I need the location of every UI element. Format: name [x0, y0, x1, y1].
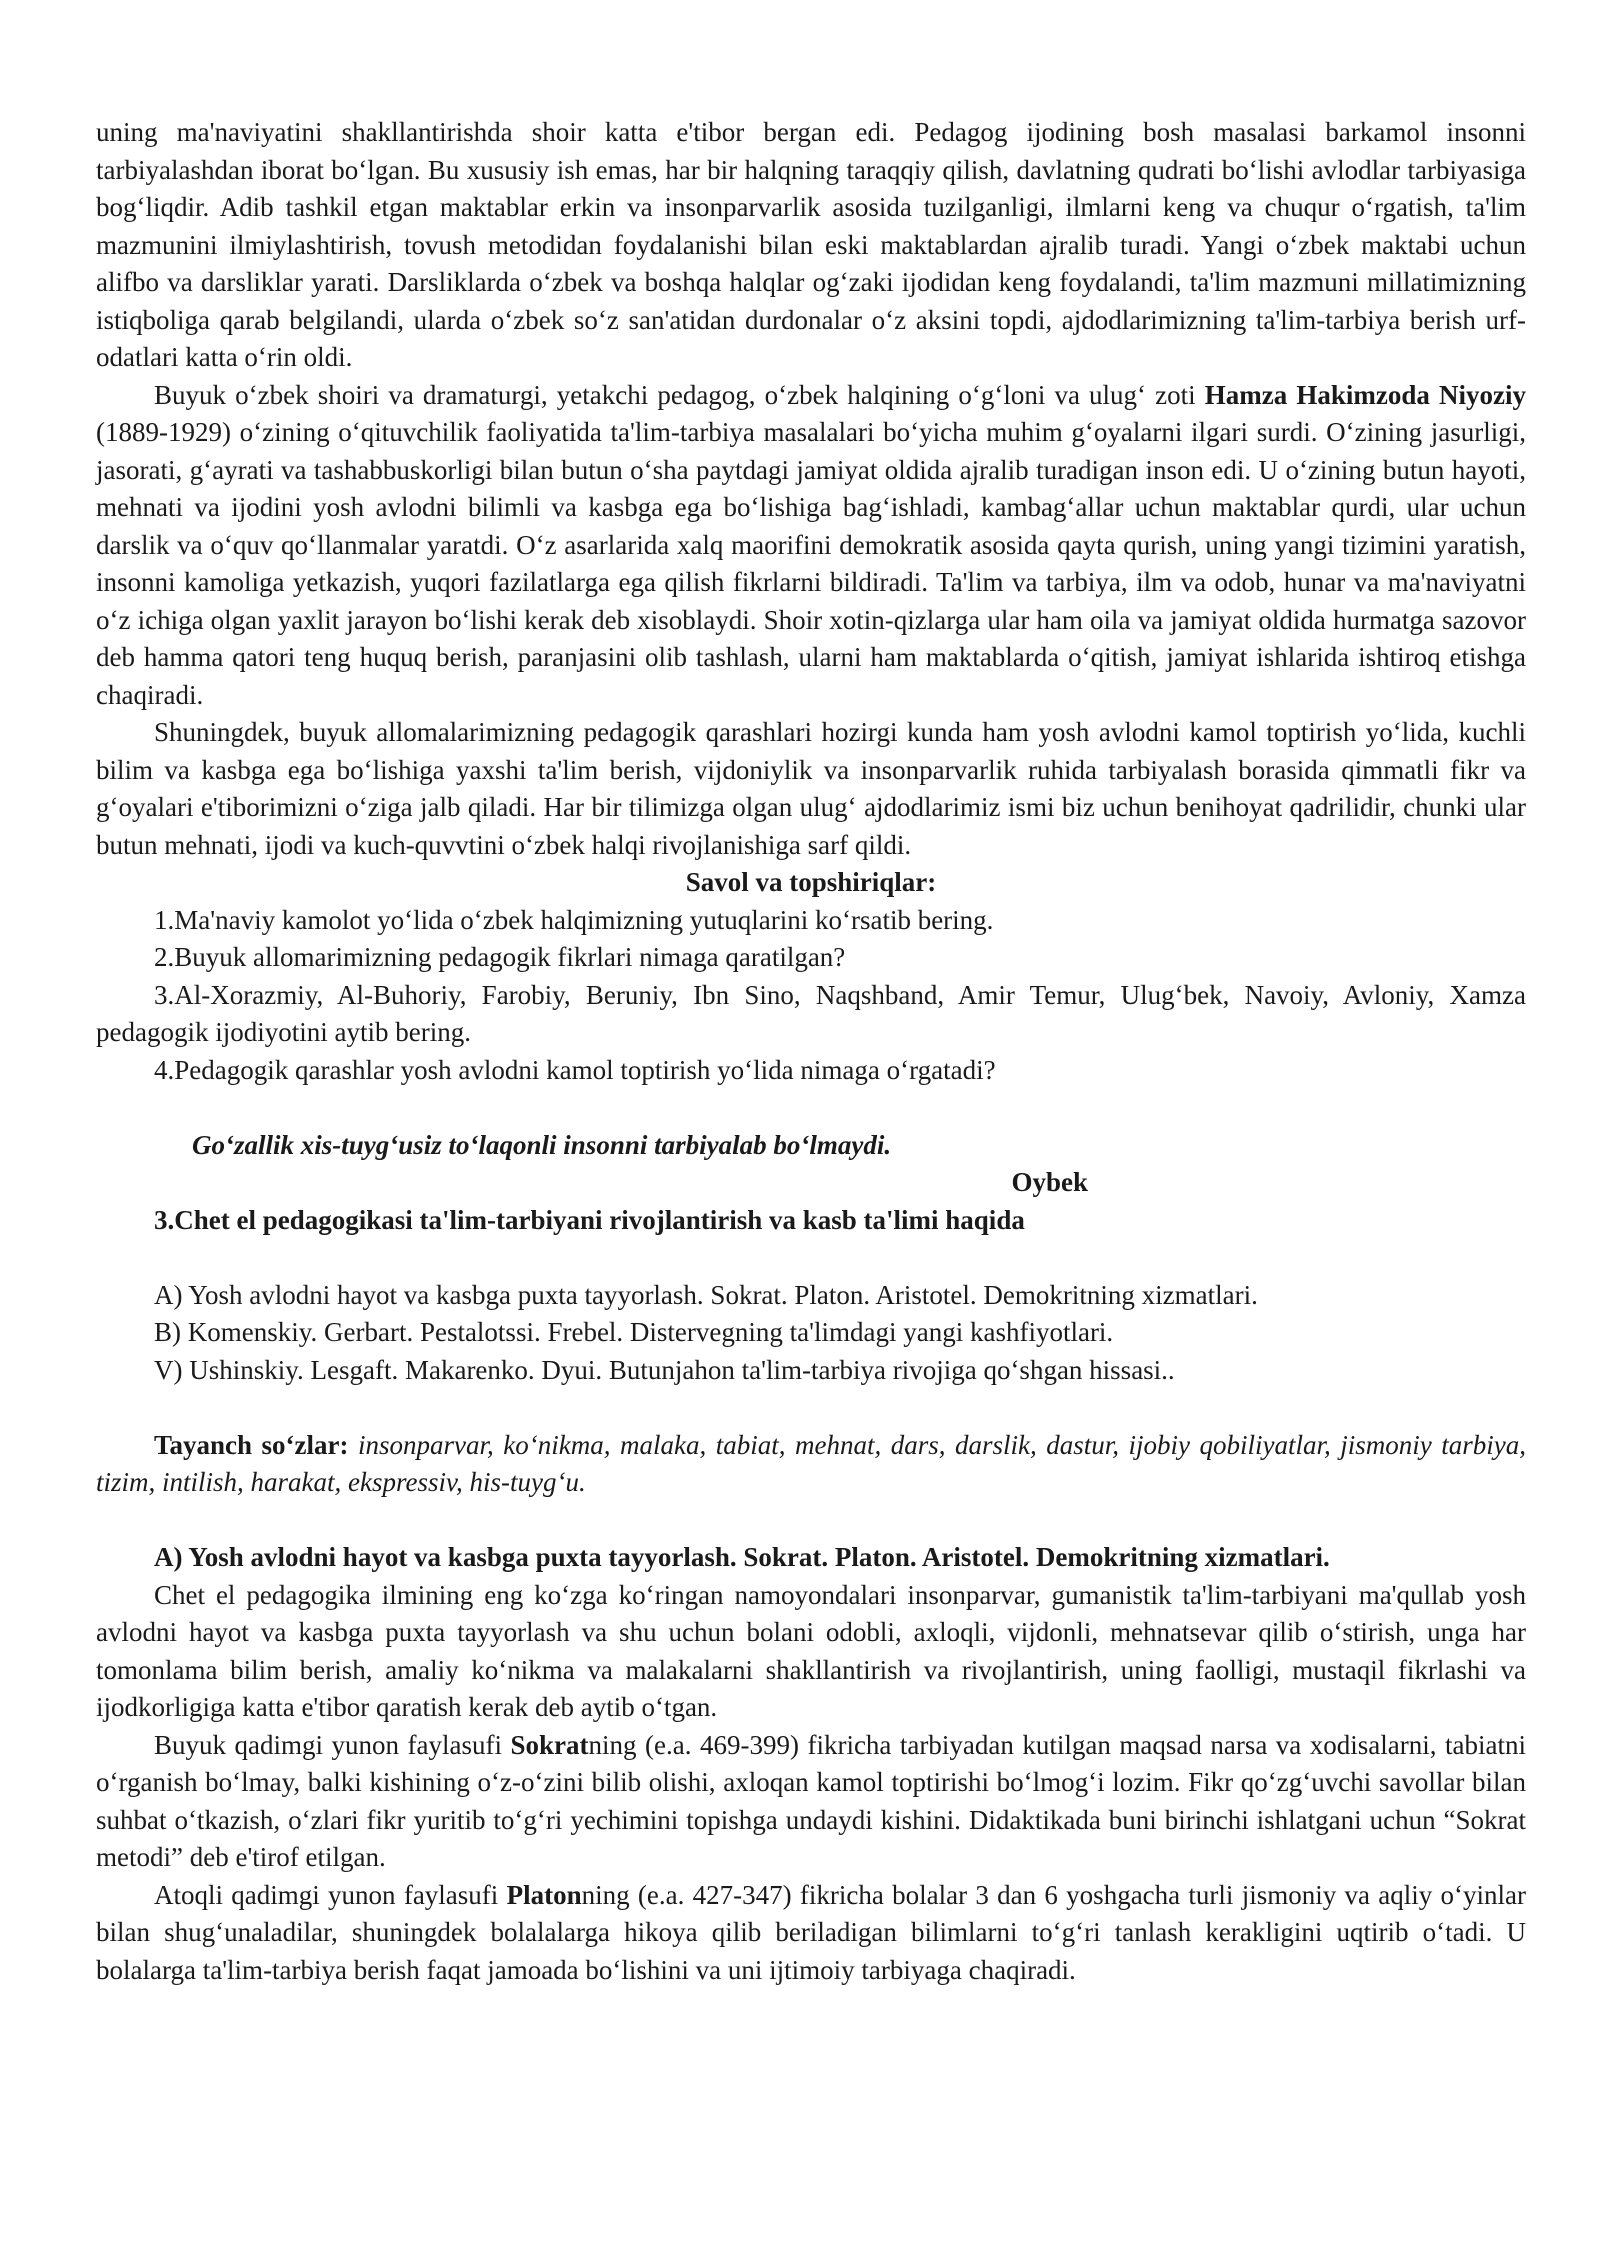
- keywords-paragraph: [96, 1427, 1526, 1502]
- section-title: 3.Chet el pedagogikasi ta'lim-tarbiyani rivojlantirish va kasb ta'limi haqida: [154, 1204, 1025, 1235]
- spacer: [96, 1502, 1526, 1540]
- paragraph-platon: [96, 1877, 1526, 1990]
- spacer: [96, 1089, 1526, 1127]
- paragraph-hamza: [96, 377, 1526, 715]
- keywords-list: insonparvar, ko‘nikma, malaka, tabiat, mehnat, dars, darslik, dastur, ijobiy qobiliyatlar, jismoniy tarbiya, tizim, intilish, harakat, ekspressiv, his-tuyg‘u.: [96, 1429, 1526, 1497]
- epigraph-author: Oybek: [1011, 1167, 1088, 1197]
- paragraph-sokrat-intro: Buyuk qadimgi yunon faylasufi: [154, 1729, 511, 1760]
- keywords-label: Tayanch so‘zlar:: [154, 1429, 349, 1460]
- paragraph-sokrat-body: ning (e.a. 469-399) fikricha tarbiyadan kutilgan maqsad narsa va xodisalarni, tabiatni o‘rganish bo‘lmay, balki kishining o‘z-o‘zini bilib olishi, axloqan kamol toptirishi bo‘lmog‘i lozim. Fikr qo‘zg‘uvchi savollar bilan suhbat o‘tkazish, o‘zlari fikr yuritib to‘g‘ri yechimini topishga undaydi kishini. Didaktikada buni birinchi ishlatgani uchun “Sokrat metodi” deb e'tirof etilgan.: [96, 1729, 1526, 1872]
- epigraph-quote: Go‘zallik xis-tuyg‘usiz to‘laqonli insonni tarbiyalab bo‘lmaydi.: [192, 1129, 892, 1160]
- paragraph-sokrat: [96, 1727, 1526, 1877]
- name-platon: Platon: [506, 1879, 582, 1910]
- paragraph-avloniy-continued: uning ma'naviyatini shakllantirishda shoir katta e'tibor bergan edi. Pedagog ijodining bosh masalasi barkamol insonni tarbiyalashdan iborat bo‘lgan. Bu xususiy ish emas, har bir halqning taraqqiy qilish, davlatning qudrati bo‘lishi avlodlar tarbiyasiga bog‘liqdir. Adib tashkil etgan maktablar erkin va insonparvarlik asosida tuzilganligi, ilmlarni keng va chuqur o‘rgatish, ta'lim mazmunini ilmiylashtirish, tovush metodidan foydalanishi bilan eski maktablardan ajralib turadi. Yangi o‘zbek maktabi uchun alifbo va darsliklar yarati. Darsliklarda o‘zbek va boshqa halqlar og‘zaki ijodidan keng foydalandi, ta'lim mazmuni millatimizning istiqboliga qarab belgilandi, ularda o‘zbek so‘z san'atidan durdonalar o‘z aksini topdi, ajdodlarimizning ta'lim-tarbiya berish urf-odatlari katta o‘rin oldi.: [96, 117, 1526, 372]
- outline-item: A) Yosh avlodni hayot va kasbga puxta tayyorlash. Sokrat. Platon. Aristotel. Demokritning xizmatlari.: [154, 1279, 1258, 1310]
- paragraph-conclusion: Shuningdek, buyuk allomalarimizning pedagogik qarashlari hozirgi kunda ham yosh avlodni kamol toptirish yo‘lida, kuchli bilim va kasbga ega bo‘lishiga yaxshi ta'lim berish, vijdoniylik va insonparvarlik ruhida tarbiyalash borasida qimmatli fikr va g‘oyalari e'tiborimizni o‘ziga jalb qiladi. Har bir tilimizga olgan ulug‘ ajdodlarimiz ismi biz uchun benihoyat qadrilidir, chunki ular butun mehnati, ijodi va kuch-quvvtini o‘zbek halqi rivojlanishiga sarf qildi.: [96, 717, 1526, 860]
- outline-item: B) Komenskiy. Gerbart. Pestalotssi. Frebel. Distervegning ta'limdagi yangi kashfiyotlari.: [154, 1317, 1114, 1347]
- questions-heading: Savol va topshiriqlar:: [685, 867, 937, 897]
- question-item: 2.Buyuk allomarimizning pedagogik fikrlari nimaga qaratilgan?: [154, 942, 846, 972]
- paragraph-hamza-intro: Buyuk o‘zbek shoiri va dramaturgi, yetakchi pedagog, o‘zbek halqining o‘g‘loni va ulug‘ zoti: [154, 379, 1205, 410]
- paragraph-hamza-body: (1889-1929) o‘zining o‘qituvchilik faoliyatida ta'lim-tarbiya masalalari bo‘yicha muhim g‘oyalarni ilgari surdi. O‘zining jasurligi, jasorati, g‘ayrati va tashabbuskorligi bilan butun o‘sha paytdagi jamiyat oldida ajralib turadigan inson edi. U o‘zining butun hayoti, mehnati va ijodini yosh avlodni bilimli va kasbga ega bo‘lishiga bag‘ishladi, kambag‘allar uchun maktablar qurdi, ular uchun darslik va o‘quv qo‘llanmalar yaratdi. O‘z asarlarida xalq maorifini demokratik asosida qayta qurish, uning yangi tizimini yaratish, insonni kamoliga yetkazish, yuqori fazilatlarga ega qilish fikrlarni bildiradi. Ta'lim va tarbiya, ilm va odob, hunar va ma'naviyatni o‘z ichiga olgan yaxlit jarayon bo‘lishi kerak deb xisoblaydi. Shoir xotin-qizlarga ular ham oila va jamiyat oldida hurmatga sazovor deb hamma qatori teng huquq berish, paranjasini olib tashlash, ularni ham maktablarda o‘qitish, jamiyat ishlarida ishtiroq etishga chaqiradi.: [96, 417, 1526, 710]
- paragraph-platon-intro: Atoqli qadimgi yunon faylasufi: [154, 1879, 507, 1910]
- name-hamza: Hamza Hakimzoda Niyoziy: [1204, 379, 1526, 410]
- question-item: 4.Pedagogik qarashlar yosh avlodni kamol toptirish yo‘lida nimaga o‘rgatadi?: [154, 1054, 996, 1085]
- question-item: 1.Ma'naviy kamolot yo‘lida o‘zbek halqimizning yutuqlarini ko‘rsatib bering.: [154, 904, 994, 935]
- outline-item: V) Ushinskiy. Lesgaft. Makarenko. Dyui. Butunjahon ta'lim-tarbiya rivojiga qo‘shgan hissasi..: [154, 1354, 1175, 1385]
- name-sokrat: Sokrat: [510, 1729, 589, 1760]
- subsection-heading: A) Yosh avlodni hayot va kasbga puxta tayyorlash. Sokrat. Platon. Aristotel. Demokritning xizmatlari.: [154, 1542, 1330, 1572]
- question-item: 3.Al-Xorazmiy, Al-Buhoriy, Farobiy, Beruniy, Ibn Sino, Naqshband, Amir Temur, Ulug‘bek, Navoiy, Avloniy, Xamza pedagogik ijodiyotini aytib bering.: [96, 979, 1526, 1047]
- spacer: [96, 1389, 1526, 1427]
- paragraph-foreign-pedagogy: Chet el pedagogika ilmining eng ko‘zga ko‘ringan namoyondalari insonparvar, gumanistik ta'lim-tarbiyani ma'qullab yosh avlodni hayot va kasbga puxta tayyorlash va shu uchun bolani odobli, axloqli, vijdonli, mehnatsevar qilib o‘stirish, unga har tomonlama bilim berish, amaliy ko‘nikma va malakalarni shakllantirish va rivojlantirish, uning faolligi, mustaqil fikrlashi va ijodkorligiga katta e'tibor qaratish kerak deb aytib o‘tgan.: [96, 1579, 1526, 1722]
- document-page: [96, 114, 1526, 1989]
- paragraph-platon-body: ning (e.a. 427-347) fikricha bolalar 3 dan 6 yoshgacha turli jismoniy va aqliy o‘yinlar bilan shug‘unaladilar, shuningdek bolalalarga hikoya qilib beriladigan bilimlarni to‘g‘ri tanlash kerakligini uqtirib o‘tadi. U bolalarga ta'lim-tarbiya berish faqat jamoada bo‘lishini va uni ijtimoiy tarbiyaga chaqiradi.: [96, 1879, 1526, 1985]
- spacer: [96, 1239, 1526, 1277]
